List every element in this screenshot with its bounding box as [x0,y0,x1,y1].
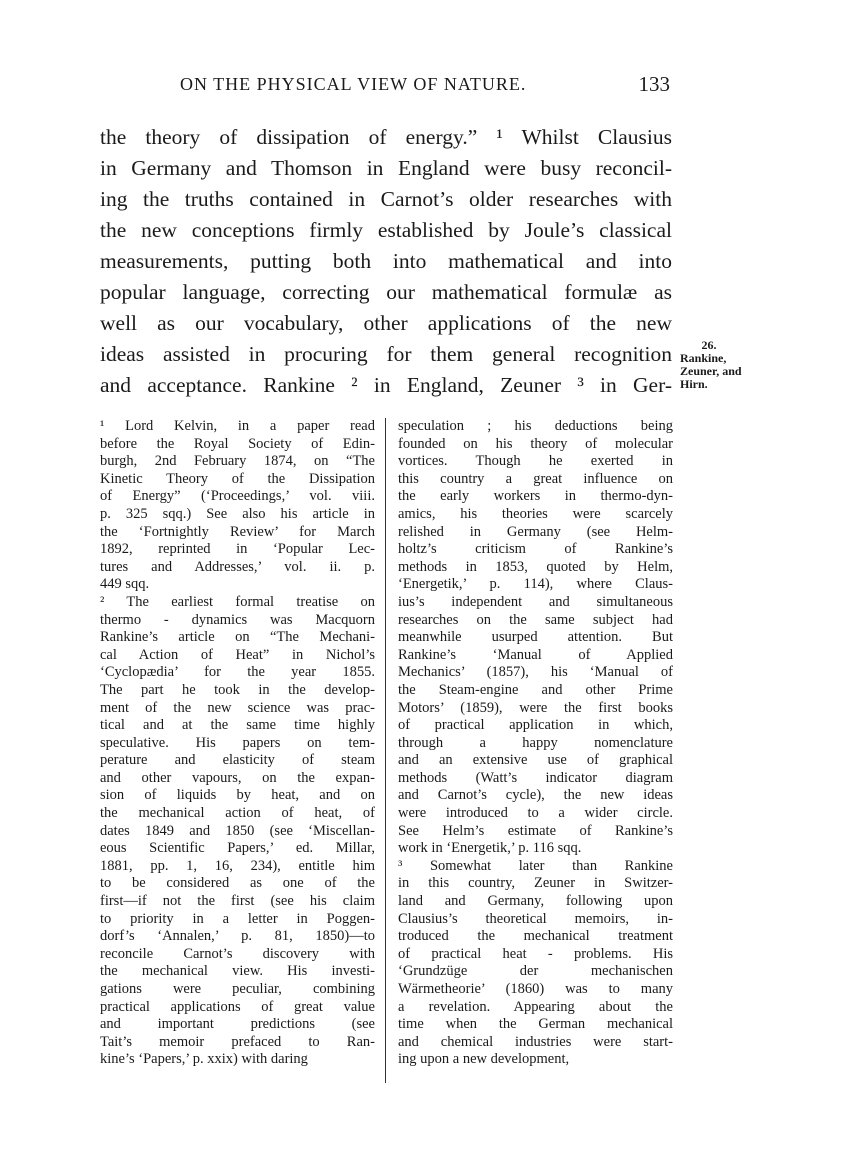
text-line: the new conceptions firmly established by Joule’s classical [100,218,672,242]
footnote-line: perature and elasticity of steam [100,752,375,769]
text-line: well as our vocabulary, other applications of the new [100,311,672,335]
footnote-line: cal Action of Heat” in Nichol’s [100,646,375,663]
footnote-line: 1892, reprinted in ‘Popular Lec- [100,541,375,558]
footnote-line: ¹ Lord Kelvin, in a paper read [100,418,375,434]
footnote-line: Mechanics’ (1857), his ‘Manual of [398,664,673,681]
column-divider [385,418,386,1083]
footnote-line: speculation ; his deductions being [398,418,673,434]
footnote-line: Clausius’s theoretical memoirs, in- [398,910,673,927]
footnote-line: eous Scientific Papers,’ ed. Millar, [100,840,375,857]
footnote-line: and chemical industries were start- [398,1033,673,1050]
footnote-line: ment of the new science was prac- [100,699,375,716]
margin-note-line: Zeuner, and [680,364,742,378]
text-line: and acceptance. Rankine ² in England, Zeuner ³ in Ger- [100,373,672,397]
footnote-line: of practical heat - problems. His [398,945,673,962]
footnote-line: a revelation. Appearing about the [398,998,673,1015]
footnote-line: tical and at the same time highly [100,717,375,734]
footnote-line: reconcile Carnot’s discovery with [100,945,375,962]
footnote-line: and other vapours, on the expan- [100,769,375,786]
footnote-line: vortices. Though he exerted in [398,453,673,470]
footnote-line: of practical application in which, [398,717,673,734]
page-number: 133 [638,72,670,96]
footnote-line: the Steam-engine and other Prime [398,681,673,698]
footnote-line: first—if not the first (see his claim [100,893,375,910]
footnote-line: Rankine’s ‘Manual of Applied [398,646,673,663]
footnote-line: the mechanical action of heat, of [100,805,375,822]
text-line: popular language, correcting our mathematical formulæ as [100,280,672,304]
text-line: ideas assisted in procuring for them general recognition [100,342,672,366]
footnote-line: this country a great influence on [398,470,673,487]
footnote-line: Kinetic Theory of the Dissipation [100,470,375,487]
footnote-line: ‘Cyclopædia’ for the year 1855. [100,664,375,681]
footnote-line: of Energy” (‘Proceedings,’ vol. viii. [100,488,375,505]
footnote-line: ing upon a new development, [398,1051,570,1068]
text-line: in Germany and Thomson in England were busy reconcil- [100,156,672,180]
footnote-line: methods (Watt’s indicator diagram [398,769,673,786]
footnote-line: to priority in a letter in Poggen- [100,910,375,927]
footnote-line: ² The earliest formal treatise on [100,593,375,610]
footnote-line: relished in Germany (see Helm- [398,523,673,540]
footnote-line: ‘Grundzüge der mechanischen [398,963,673,980]
footnote-line: 1881, pp. 1, 16, 234), entitle him [100,857,375,874]
footnotes-left-column [100,418,375,1069]
footnote-line: Motors’ (1859), were the first books [398,699,673,716]
footnote-line: the ‘Fortnightly Review’ for March [100,523,375,540]
footnote-line: gations were peculiar, combining [100,981,375,997]
footnote-line: amics, his theories were scarcely [398,505,673,522]
footnote-line: The part he took in the develop- [100,681,375,698]
footnote-line: tures and Addresses,’ vol. ii. p. [100,558,375,575]
footnote-line: sion of liquids by heat, and on [100,787,375,804]
footnote-line: Wärmetheorie’ (1860) was to many [398,981,673,997]
footnote-line: the early workers in thermo-dyn- [398,488,673,505]
footnote-line: kine’s ‘Papers,’ p. xxix) with daring [100,1051,308,1068]
footnote-line: and an extensive use of graphical [398,752,673,769]
margin-note [680,339,770,391]
footnote-line: See Helm’s estimate of Rankine’s [398,822,673,839]
footnote-line: holtz’s criticism of Rankine’s [398,541,673,558]
margin-note-line: Rankine, [680,351,727,365]
footnote-line: ³ Somewhat later than Rankine [398,857,673,874]
footnote-line: ‘Energetik,’ p. 114), where Claus- [398,576,673,593]
main-text [100,122,672,401]
margin-note-line: 26. [701,338,717,352]
footnote-line: methods in 1853, quoted by Helm, [398,558,673,575]
footnote-line: p. 325 sqq.) See also his article in [100,505,375,522]
footnote-line: Tait’s memoir prefaced to Ran- [100,1033,375,1050]
footnote-line: founded on his theory of molecular [398,435,673,452]
footnote-line: burgh, 2nd February 1874, on “The [100,453,375,470]
footnote-line: practical applications of great value [100,998,375,1015]
footnote-line: work in ‘Energetik,’ p. 116 sqq. [398,840,582,857]
text-line: ing the truths contained in Carnot’s older researches with [100,187,672,211]
footnote-line: dorf’s ‘Annalen,’ p. 81, 1850)—to [100,928,375,945]
footnote-line: were introduced to a wider circle. [398,805,673,822]
footnote-line: researches on the same subject had [398,611,673,628]
text-line: measurements, putting both into mathematical and into [100,249,672,273]
footnote-line: and important predictions (see [100,1016,375,1033]
footnote-line: through a happy nomenclature [398,734,673,751]
footnote-line: time when the German mechanical [398,1016,673,1033]
margin-note-line: Hirn. [680,377,708,391]
footnote-line: thermo - dynamics was Macquorn [100,611,375,628]
footnote-line: troduced the mechanical treatment [398,928,673,945]
footnote-line: land and Germany, following upon [398,893,673,910]
footnote-line: dates 1849 and 1850 (see ‘Miscellan- [100,822,375,839]
footnote-line: ius’s independent and simultaneous [398,593,673,610]
footnote-line: in this country, Zeuner in Switzer- [398,875,673,892]
running-title: ON THE PHYSICAL VIEW OF NATURE. [180,74,527,94]
footnote-line: meanwhile usurped attention. But [398,629,673,646]
footnote-line: the mechanical view. His investi- [100,963,375,980]
footnote-line: before the Royal Society of Edin- [100,435,375,452]
footnotes-right-column [398,418,673,1069]
footnote-line: to be considered as one of the [100,875,375,892]
footnote-line: Rankine’s article on “The Mechani- [100,629,375,646]
footnote-line: and Carnot’s cycle), the new ideas [398,787,673,804]
footnote-line: speculative. His papers on tem- [100,734,375,751]
text-line: the theory of dissipation of energy.” ¹ Whilst Clausius [100,125,672,149]
footnote-line: 449 sqq. [100,576,150,593]
